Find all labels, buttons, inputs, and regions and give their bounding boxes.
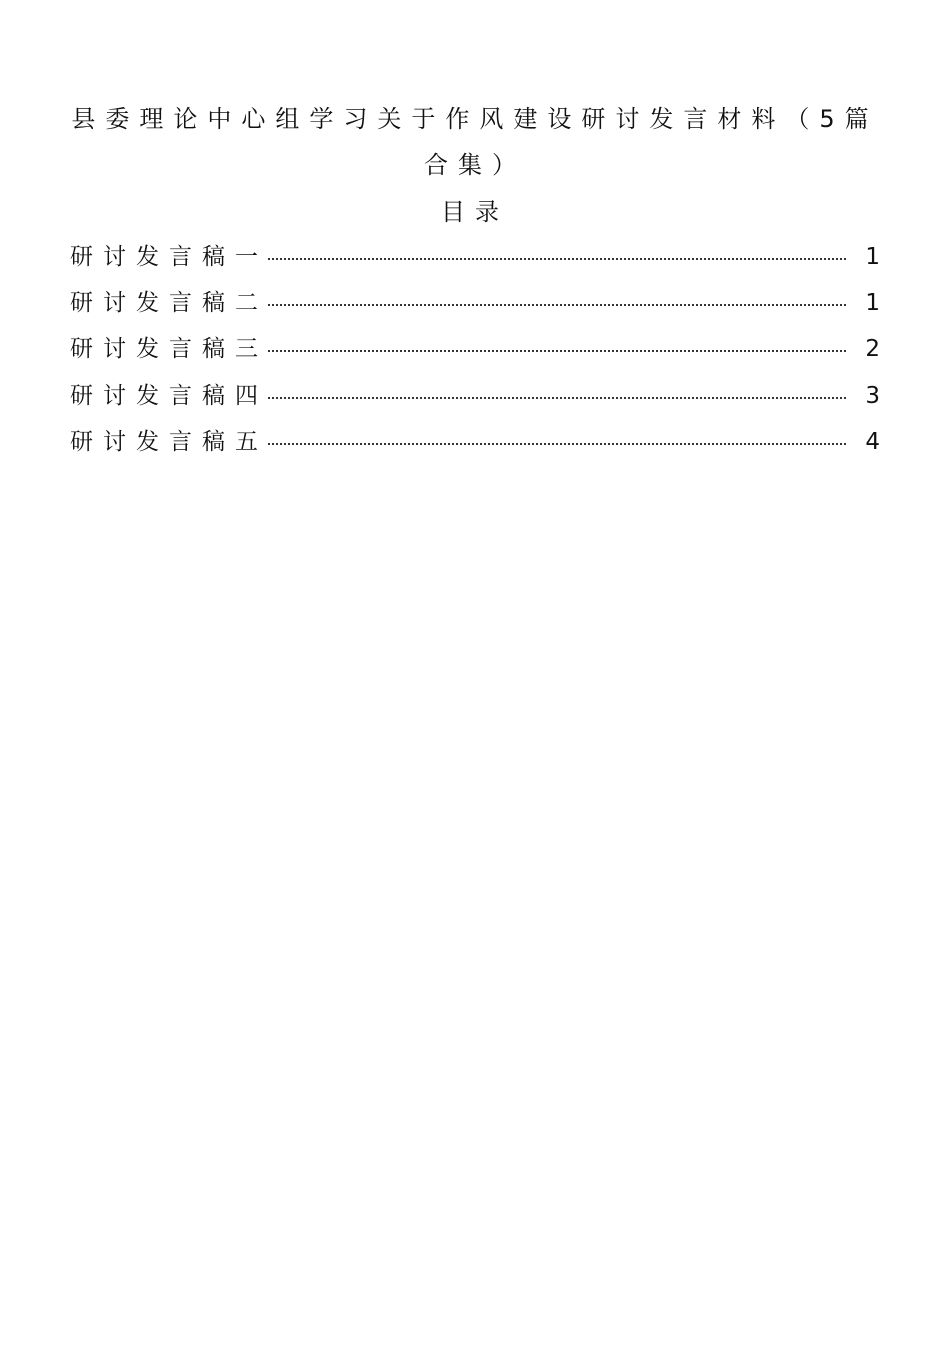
toc-entry-page: 4 bbox=[865, 428, 880, 455]
toc-leader-dots bbox=[268, 350, 846, 352]
toc-entry-label: 研讨发言稿二 bbox=[70, 290, 268, 317]
toc-entry-page: 1 bbox=[865, 244, 880, 270]
document-title bbox=[60, 96, 890, 188]
toc-entry[interactable] bbox=[70, 419, 880, 465]
toc-entry-page: 3 bbox=[865, 382, 880, 409]
toc-leader-dots bbox=[268, 258, 846, 260]
toc-leader-dots bbox=[268, 397, 846, 399]
table-of-contents bbox=[70, 234, 880, 465]
toc-leader-dots bbox=[268, 304, 846, 306]
toc-entry[interactable] bbox=[70, 234, 880, 280]
toc-entry[interactable] bbox=[70, 373, 880, 419]
toc-entry[interactable] bbox=[70, 280, 880, 326]
toc-entry-label: 研讨发言稿一 bbox=[70, 244, 268, 270]
toc-entry-label: 研讨发言稿四 bbox=[70, 382, 268, 409]
toc-entry-label: 研讨发言稿五 bbox=[70, 428, 268, 455]
toc-entry-page: 2 bbox=[865, 336, 880, 363]
toc-entry-label: 研讨发言稿三 bbox=[70, 336, 268, 363]
toc-entry[interactable] bbox=[70, 326, 880, 372]
toc-leader-dots bbox=[268, 443, 846, 445]
toc-entry-page: 1 bbox=[865, 290, 880, 317]
toc-heading: 目录 bbox=[441, 198, 509, 226]
document-title-line1: 县委理论中心组学习关于作风建设研讨发言材料（5篇 bbox=[71, 105, 879, 133]
document-title-line2: 合集） bbox=[424, 151, 526, 179]
